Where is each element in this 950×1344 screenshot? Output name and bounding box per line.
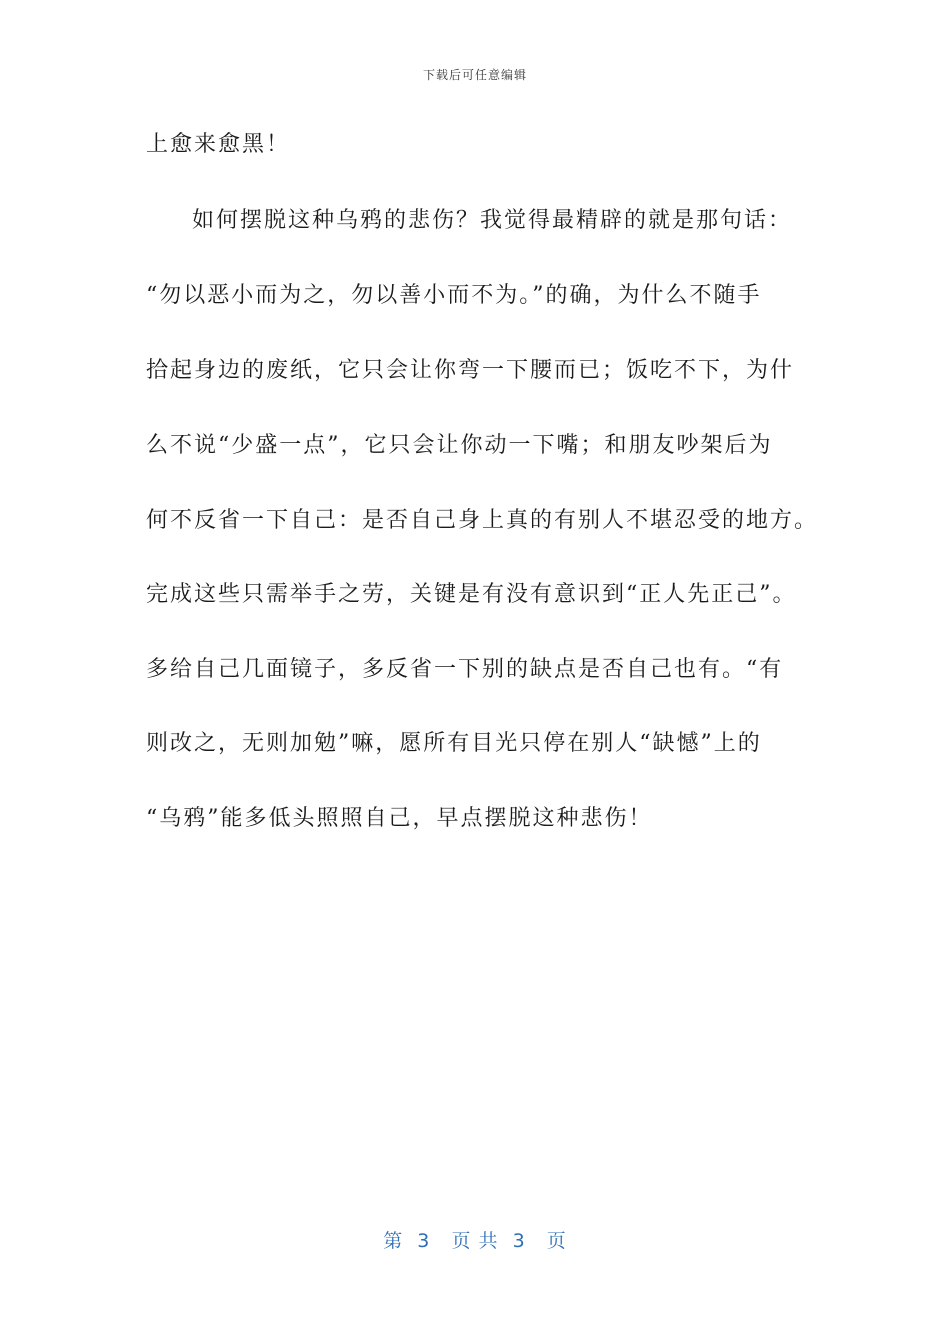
page-number-footer: 第 3 页 共 3 页 [383,1230,567,1252]
paragraph-line: “勿以恶小而为之，勿以善小而不为。”的确，为什么不随手 [146,283,762,308]
paragraph-line: 完成这些只需举手之劳，关键是有没有意识到“正人先正己”。 [146,582,797,607]
paragraph-line: “乌鸦”能多低头照照自己，早点摆脱这种悲伤！ [146,806,653,831]
paragraph-line: 么不说“少盛一点”，它只会让你动一下嘴；和朋友吵架后为 [146,433,773,458]
paragraph-line: 何不反省一下自己：是否自己身上真的有别人不堪忍受的地方。 [146,508,819,533]
paragraph-line: 则改之，无则加勉”嘛，愿所有目光只停在别人“缺憾”上的 [146,731,762,756]
page-header: 下载后可任意编辑 [422,68,527,82]
paragraph-line: 如何摆脱这种乌鸦的悲伤？我觉得最精辟的就是那句话： [192,208,793,233]
paragraph-line: 多给自己几面镜子，多反省一下别的缺点是否自己也有。“有 [146,657,784,682]
paragraph-line: 上愈来愈黑！ [146,132,291,157]
paragraph-line: 拾起身边的废纸，它只会让你弯一下腰而已；饭吃不下，为什 [146,358,795,383]
